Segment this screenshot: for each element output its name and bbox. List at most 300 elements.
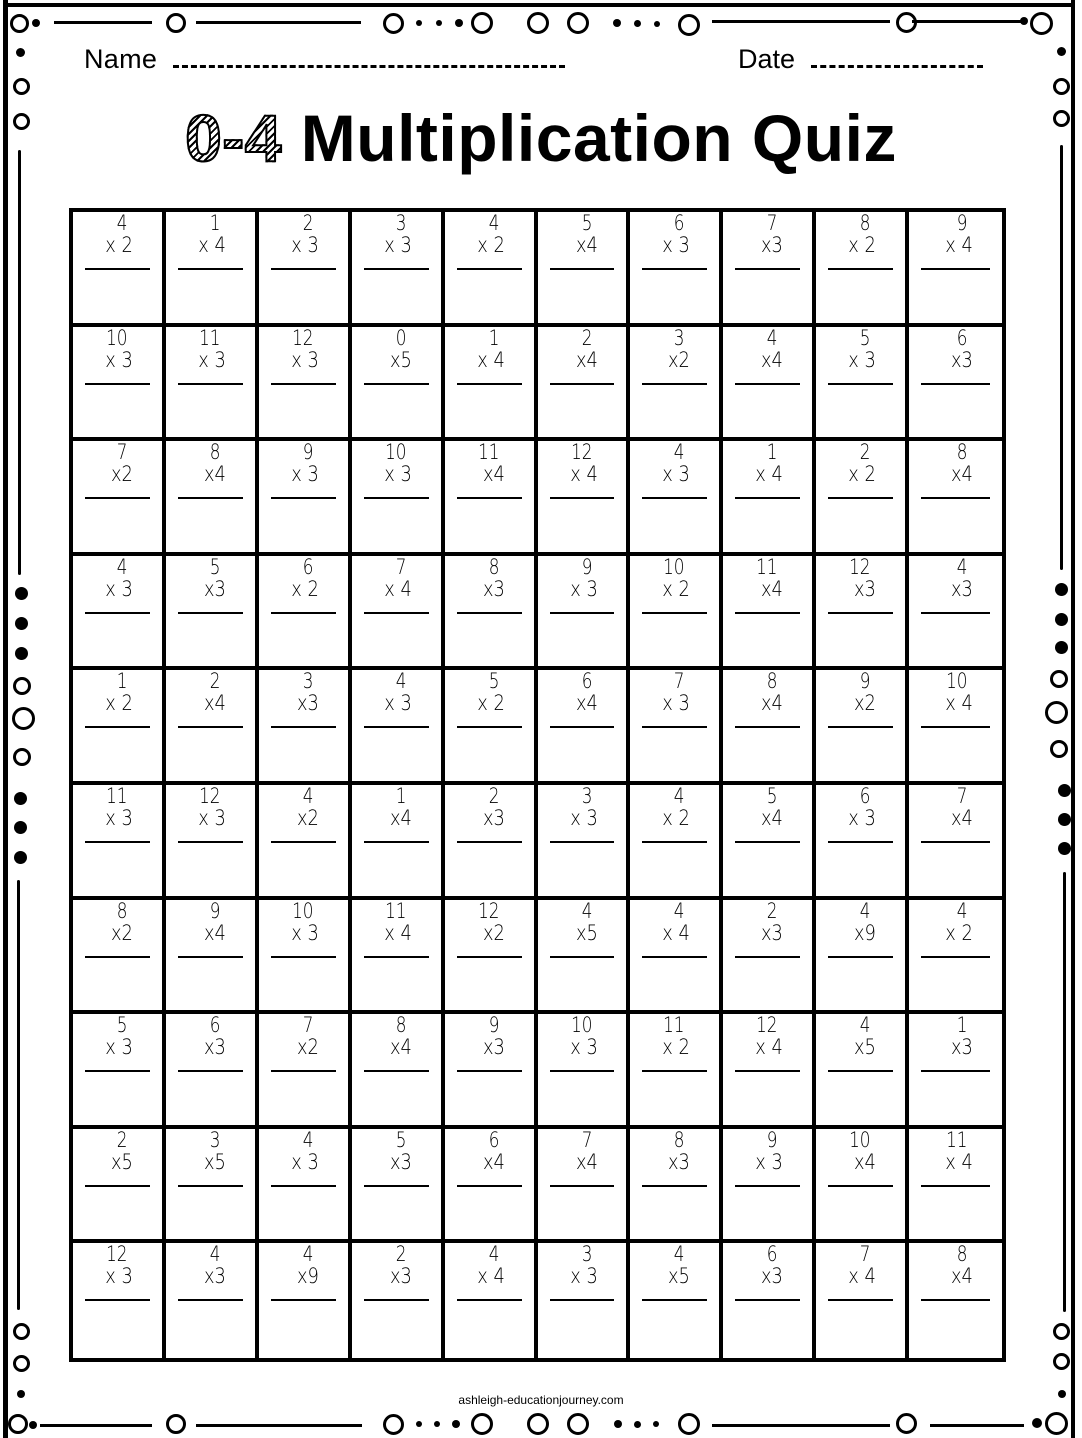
multiplication-problem (455, 556, 522, 614)
ring-decoration-icon (166, 1414, 186, 1434)
problem-cell[interactable] (73, 1243, 166, 1358)
multiplier: x3 (854, 576, 877, 601)
problem-cell[interactable] (909, 1243, 1002, 1358)
problem-cell[interactable] (816, 212, 909, 327)
multiplication-problem (826, 670, 893, 728)
multiplier: x 4 (945, 233, 973, 257)
answer-line (828, 497, 893, 499)
multiplier: x4 (951, 462, 973, 487)
answer-line (642, 726, 707, 728)
problem-cell[interactable] (166, 900, 259, 1015)
multiplier: x5 (110, 1149, 133, 1174)
multiplication-problem (83, 900, 150, 958)
problem-cell[interactable] (538, 670, 631, 785)
multiplicand: 12 (849, 554, 871, 579)
problem-cell[interactable] (538, 441, 631, 556)
answer-line (364, 841, 429, 843)
multiplicand: 9 (209, 898, 221, 923)
problem-cell[interactable] (909, 1129, 1002, 1244)
multiplier: x 4 (662, 920, 691, 945)
problem-cell[interactable] (445, 1129, 538, 1244)
problem-cell[interactable] (166, 1129, 259, 1244)
multiplicand: 8 (116, 898, 128, 923)
date-label: Date (738, 44, 796, 74)
answer-line (735, 956, 800, 958)
problem-cell[interactable] (73, 1014, 166, 1129)
multiplication-problem (548, 785, 615, 843)
multiplicand: 11 (199, 325, 221, 350)
problem-cell[interactable] (630, 900, 723, 1015)
multiplier: x 2 (662, 576, 691, 601)
multiplication-problem (733, 785, 800, 843)
answer-line (921, 497, 990, 499)
multiplication-problem (362, 1243, 429, 1301)
multiplicand: 7 (395, 554, 407, 579)
ring-decoration-icon (383, 13, 404, 34)
answer-line (271, 268, 336, 270)
problem-cell[interactable] (723, 212, 816, 327)
multiplier: x9 (854, 920, 877, 945)
multiplication-problem (269, 900, 336, 958)
answer-line (735, 1299, 800, 1301)
problem-cell[interactable] (630, 785, 723, 900)
problem-cell[interactable] (723, 1014, 816, 1129)
multiplier: x 3 (105, 805, 133, 830)
multiplicand: 4 (956, 554, 968, 579)
problem-cell[interactable] (630, 1243, 723, 1358)
line-decoration (912, 20, 1022, 23)
answer-line (364, 383, 429, 385)
problem-cell[interactable] (538, 1129, 631, 1244)
multiplication-problem (362, 670, 429, 728)
multiplier: x3 (203, 1264, 226, 1289)
multiplier: x4 (389, 805, 412, 830)
answer-line (642, 497, 707, 499)
multiplication-problem (269, 327, 336, 385)
multiplier: x 3 (662, 233, 691, 257)
problem-cell[interactable] (259, 441, 352, 556)
answer-line (271, 956, 336, 958)
problem-cell[interactable] (909, 556, 1002, 671)
multiplicand: 12 (756, 1013, 778, 1038)
problem-cell[interactable] (352, 556, 445, 671)
multiplication-problem (733, 900, 800, 958)
problem-cell[interactable] (630, 441, 723, 556)
problem-cell[interactable] (166, 327, 259, 442)
multiplication-problem (362, 1129, 429, 1187)
problem-cell[interactable] (538, 1014, 631, 1129)
dot-decoration-icon (1058, 784, 1071, 797)
problem-cell[interactable] (352, 327, 445, 442)
multiplication-problem (269, 556, 336, 614)
problem-cell[interactable] (909, 900, 1002, 1015)
problem-cell[interactable] (723, 441, 816, 556)
title-range: 0-4 (185, 101, 282, 175)
multiplication-problem (455, 900, 522, 958)
multiplication-problem (919, 1243, 990, 1301)
problem-cell[interactable] (352, 900, 445, 1015)
multiplier: x 4 (476, 1264, 505, 1289)
dot-decoration-icon (15, 617, 28, 630)
problem-cell[interactable] (352, 670, 445, 785)
multiplier: x3 (389, 1264, 412, 1289)
problem-cell[interactable] (816, 900, 909, 1015)
problem-cell[interactable] (816, 441, 909, 556)
multiplicand: 2 (302, 211, 314, 235)
multiplication-problem (83, 212, 150, 270)
multiplication-problem (176, 1243, 243, 1301)
problem-cell[interactable] (630, 1129, 723, 1244)
answer-line (271, 1299, 336, 1301)
answer-line (642, 1185, 707, 1187)
dot-decoration-icon (416, 20, 422, 26)
multiplication-problem (362, 900, 429, 958)
multiplicand: 10 (384, 440, 407, 465)
multiplicand: 3 (209, 1127, 221, 1152)
multiplication-problem (455, 785, 522, 843)
answer-line (921, 383, 990, 385)
multiplication-problem (733, 327, 800, 385)
multiplication-problem (548, 556, 615, 614)
problem-cell[interactable] (166, 785, 259, 900)
multiplication-problem (455, 1129, 522, 1187)
problem-cell[interactable] (909, 327, 1002, 442)
answer-line (921, 726, 990, 728)
date-field[interactable] (738, 44, 983, 75)
multiplication-problem (826, 785, 893, 843)
problem-cell[interactable] (909, 785, 1002, 900)
problem-cell[interactable] (538, 1243, 631, 1358)
problem-cell[interactable] (73, 556, 166, 671)
multiplication-problem (919, 556, 990, 614)
ring-decoration-icon (1053, 1353, 1070, 1370)
ring-decoration-icon (1045, 701, 1068, 724)
multiplier: x 3 (383, 233, 412, 257)
multiplication-problem (362, 212, 429, 270)
answer-line (178, 841, 243, 843)
problem-cell[interactable] (352, 212, 445, 327)
answer-line (550, 726, 615, 728)
answer-line (642, 268, 707, 270)
multiplicand: 12 (570, 440, 592, 465)
problem-cell[interactable] (259, 1129, 352, 1244)
problem-cell[interactable] (259, 212, 352, 327)
ring-decoration-icon (13, 78, 30, 95)
problem-cell[interactable] (166, 212, 259, 327)
multiplier: x4 (761, 347, 784, 372)
problem-cell[interactable] (166, 441, 259, 556)
answer-line (457, 1299, 522, 1301)
multiplicand: 4 (674, 783, 685, 808)
multiplication-problem (362, 556, 429, 614)
multiplier: x4 (482, 1149, 505, 1174)
problem-cell[interactable] (166, 1014, 259, 1129)
line-decoration (17, 880, 20, 1310)
problem-cell[interactable] (73, 441, 166, 556)
problem-cell[interactable] (723, 900, 816, 1015)
problem-cell[interactable] (166, 670, 259, 785)
problem-cell[interactable] (909, 212, 1002, 327)
problem-cell[interactable] (352, 1243, 445, 1358)
multiplication-problem (83, 556, 150, 614)
answer-line (178, 1299, 243, 1301)
answer-line (642, 1299, 707, 1301)
multiplier: x 3 (848, 347, 877, 372)
answer-line (364, 1070, 429, 1072)
problem-cell[interactable] (445, 212, 538, 327)
multiplier: x 3 (755, 1149, 784, 1174)
problem-cell[interactable] (723, 670, 816, 785)
multiplication-problem (548, 1243, 615, 1301)
multiplicand: 4 (116, 211, 128, 235)
problem-cell[interactable] (445, 900, 538, 1015)
multiplication-problem (733, 1129, 800, 1187)
multiplication-problem (548, 212, 615, 270)
answer-line (271, 1070, 336, 1072)
line-decoration (1063, 872, 1066, 1312)
multiplier: x3 (203, 576, 226, 601)
problem-cell[interactable] (445, 327, 538, 442)
answer-line (642, 841, 707, 843)
multiplication-problem (362, 1014, 429, 1072)
dot-decoration-icon (1032, 1418, 1042, 1428)
answer-line (921, 956, 990, 958)
multiplicand: 3 (395, 211, 407, 235)
multiplier: x3 (482, 805, 505, 830)
multiplier: x 4 (755, 462, 784, 487)
ring-decoration-icon (13, 1355, 30, 1372)
problem-cell[interactable] (352, 1014, 445, 1129)
multiplicand: 10 (106, 325, 128, 350)
problem-cell[interactable] (166, 556, 259, 671)
multiplication-problem (83, 1014, 150, 1072)
problem-cell[interactable] (73, 327, 166, 442)
problem-cell[interactable] (538, 212, 631, 327)
multiplier: x 3 (105, 576, 133, 601)
problem-cell[interactable] (259, 785, 352, 900)
name-blank-line[interactable] (173, 45, 565, 68)
multiplier: x 3 (105, 1264, 133, 1289)
problem-cell[interactable] (166, 1243, 259, 1358)
multiplier: x 2 (662, 805, 691, 830)
multiplicand: 6 (581, 669, 592, 694)
problem-cell[interactable] (445, 670, 538, 785)
dot-decoration-icon (634, 1421, 641, 1428)
multiplicand: 5 (116, 1013, 128, 1038)
answer-line (85, 383, 150, 385)
problem-cell[interactable] (352, 441, 445, 556)
multiplicand: 0 (395, 325, 407, 350)
problem-cell[interactable] (538, 785, 631, 900)
date-blank-line[interactable] (811, 45, 983, 68)
multiplier: x 3 (291, 462, 319, 487)
multiplicand: 2 (209, 669, 221, 694)
dot-decoration-icon (436, 20, 442, 26)
multiplier: x4 (575, 233, 598, 257)
dot-decoration-icon (15, 647, 28, 660)
multiplier: x9 (296, 1264, 319, 1289)
multiplier: x 3 (291, 347, 319, 372)
multiplicand: 11 (106, 783, 128, 808)
multiplier: x 3 (105, 347, 133, 372)
multiplication-problem (919, 900, 990, 958)
dot-decoration-icon (1058, 842, 1071, 855)
multiplication-problem (455, 327, 522, 385)
problem-cell[interactable] (445, 785, 538, 900)
multiplication-problem (548, 900, 615, 958)
multiplicand: 6 (767, 1242, 778, 1267)
multiplicand: 4 (488, 211, 500, 235)
multiplicand: 8 (767, 669, 778, 694)
problem-cell[interactable] (630, 556, 723, 671)
problem-cell[interactable] (630, 670, 723, 785)
answer-line (550, 841, 615, 843)
dot-decoration-icon (452, 1420, 460, 1428)
problem-cell[interactable] (723, 556, 816, 671)
ring-decoration-icon (8, 1414, 28, 1434)
multiplicand: 2 (859, 440, 871, 465)
problem-cell[interactable] (816, 327, 909, 442)
answer-line (364, 726, 429, 728)
problem-cell[interactable] (445, 441, 538, 556)
problem-cell[interactable] (816, 1129, 909, 1244)
multiplication-problem (640, 670, 707, 728)
problem-cell[interactable] (445, 1014, 538, 1129)
answer-line (828, 1070, 893, 1072)
multiplicand: 3 (302, 669, 314, 694)
problem-cell[interactable] (630, 327, 723, 442)
multiplier: x3 (951, 347, 973, 372)
problem-cell[interactable] (259, 556, 352, 671)
multiplicand: 8 (209, 440, 221, 465)
problem-cell[interactable] (723, 1243, 816, 1358)
multiplier: x 2 (848, 462, 877, 487)
problem-cell[interactable] (909, 441, 1002, 556)
answer-line (178, 956, 243, 958)
dot-decoration-icon (32, 19, 40, 27)
multiplication-problem (826, 900, 893, 958)
multiplication-problem (640, 900, 707, 958)
multiplicand: 9 (488, 1013, 500, 1038)
problem-cell[interactable] (909, 670, 1002, 785)
multiplier: x2 (110, 920, 133, 945)
problem-cell[interactable] (630, 1014, 723, 1129)
multiplication-problem (176, 327, 243, 385)
answer-line (364, 956, 429, 958)
multiplier: x3 (951, 1035, 973, 1060)
multiplier: x 3 (662, 691, 691, 716)
multiplicand: 10 (663, 554, 685, 579)
problem-cell[interactable] (630, 212, 723, 327)
multiplier: x2 (854, 691, 877, 716)
problem-cell[interactable] (538, 327, 631, 442)
problem-cell[interactable] (816, 670, 909, 785)
problem-cell[interactable] (445, 1243, 538, 1358)
problem-cell[interactable] (816, 1243, 909, 1358)
multiplication-problem (826, 212, 893, 270)
multiplicand: 8 (859, 211, 871, 235)
problem-cell[interactable] (259, 670, 352, 785)
problem-cell[interactable] (445, 556, 538, 671)
problem-cell[interactable] (352, 785, 445, 900)
dot-decoration-icon (614, 1420, 622, 1428)
multiplication-problem (733, 441, 800, 499)
problem-cell[interactable] (723, 327, 816, 442)
multiplication-problem (733, 556, 800, 614)
multiplier: x 4 (848, 1264, 877, 1289)
problem-cell[interactable] (259, 327, 352, 442)
problem-cell[interactable] (259, 1243, 352, 1358)
answer-line (457, 841, 522, 843)
multiplicand: 7 (956, 783, 968, 808)
answer-line (85, 1299, 150, 1301)
dot-decoration-icon (14, 792, 27, 805)
problem-cell[interactable] (816, 556, 909, 671)
multiplier: x2 (296, 1035, 319, 1060)
answer-line (921, 1070, 990, 1072)
multiplicand: 11 (756, 554, 778, 579)
ring-decoration-icon (1030, 12, 1053, 35)
multiplier: x4 (761, 691, 784, 716)
problem-cell[interactable] (73, 900, 166, 1015)
multiplicand: 4 (302, 783, 314, 808)
multiplication-problem (83, 1243, 150, 1301)
dot-decoration-icon (653, 1421, 659, 1427)
problem-cell[interactable] (259, 1014, 352, 1129)
name-field[interactable] (84, 44, 565, 75)
problem-cell[interactable] (723, 1129, 816, 1244)
problem-cell[interactable] (538, 900, 631, 1015)
answer-line (271, 612, 336, 614)
answer-line (85, 956, 150, 958)
multiplication-problem (640, 212, 707, 270)
problem-cell[interactable] (352, 1129, 445, 1244)
answer-line (85, 268, 150, 270)
ring-decoration-icon (12, 707, 35, 730)
multiplicand: 6 (956, 325, 968, 350)
multiplicand: 9 (859, 669, 871, 694)
multiplicand: 7 (767, 211, 778, 235)
multiplier: x 2 (945, 920, 973, 945)
problem-cell[interactable] (723, 785, 816, 900)
multiplicand: 2 (581, 325, 592, 350)
multiplication-problem (548, 441, 615, 499)
answer-line (828, 612, 893, 614)
multiplicand: 5 (581, 211, 592, 235)
problem-cell[interactable] (73, 1129, 166, 1244)
problem-cell[interactable] (73, 212, 166, 327)
multiplicand: 5 (767, 783, 778, 808)
ring-decoration-icon (13, 1323, 30, 1340)
answer-line (828, 841, 893, 843)
problem-cell[interactable] (73, 785, 166, 900)
problem-cell[interactable] (909, 1014, 1002, 1129)
answer-line (921, 841, 990, 843)
problem-cell[interactable] (538, 556, 631, 671)
problem-cell[interactable] (816, 785, 909, 900)
problem-cell[interactable] (816, 1014, 909, 1129)
multiplication-problem (640, 327, 707, 385)
answer-line (550, 1185, 615, 1187)
problem-cell[interactable] (259, 900, 352, 1015)
multiplier: x4 (203, 691, 226, 716)
multiplication-problem (455, 441, 522, 499)
line-decoration (196, 21, 361, 24)
answer-line (178, 383, 243, 385)
problem-cell[interactable] (73, 670, 166, 785)
multiplicand: 12 (291, 325, 314, 350)
answer-line (828, 383, 893, 385)
